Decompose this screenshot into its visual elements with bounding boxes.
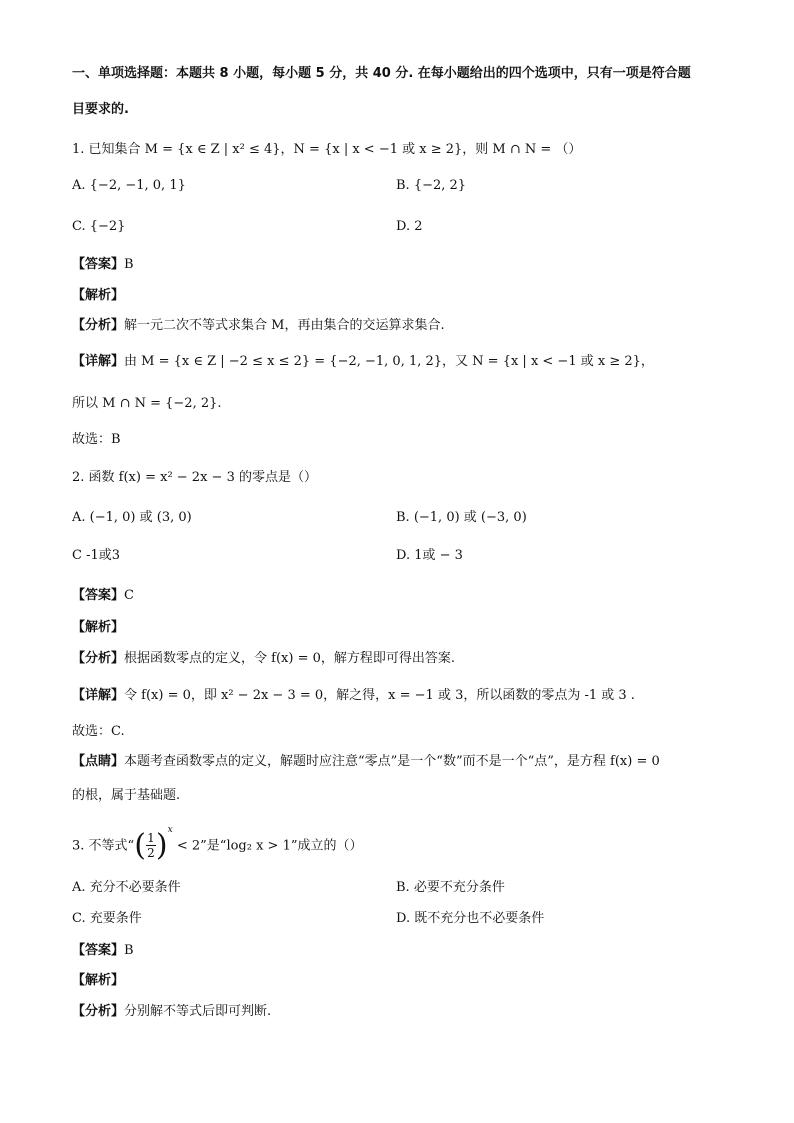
fraction-numerator: 1 bbox=[147, 831, 155, 846]
analysis-tag: 【解析】 bbox=[72, 973, 125, 988]
q3-stem-mid: < 2”是“ bbox=[172, 838, 227, 854]
q2-answer bbox=[72, 586, 134, 606]
q2-dianjing bbox=[72, 752, 660, 772]
answer-tag: 【答案】 bbox=[72, 588, 125, 603]
fenxi-tag: 【分析】 bbox=[72, 318, 125, 333]
fenxi-text: 分别解不等式后即可判断. bbox=[124, 1004, 272, 1019]
dianjing-text: 本题考查函数零点的定义，解题时应注意“零点”是一个“数”而不是一个“点”，是方程 f(x) = 0 bbox=[124, 754, 660, 769]
q1-option-a: A. {−2, −1, 0, 1} bbox=[72, 178, 186, 193]
q2-xiangjie bbox=[72, 686, 635, 706]
q2-dianjing-line2: 的根，属于基础题. bbox=[72, 788, 181, 803]
xiangjie-tag: 【详解】 bbox=[72, 688, 125, 703]
q1-fenxi bbox=[72, 316, 445, 336]
right-paren: ) bbox=[155, 827, 168, 863]
q3-stem-log: log₂ x > 1 bbox=[226, 838, 291, 854]
q2-choice: 故选：C. bbox=[72, 724, 125, 739]
answer-tag: 【答案】 bbox=[72, 257, 125, 272]
q1-stem: 1. 已知集合 M = {x ∈ Z | x² ≤ 4}，N = {x | x < −1 或 x ≥ 2}，则 M ∩ N = （） bbox=[72, 142, 582, 157]
answer-tag: 【答案】 bbox=[72, 943, 125, 958]
fenxi-text: 解一元二次不等式求集合 M，再由集合的交运算求集合. bbox=[124, 318, 445, 333]
q3-option-c: C. 充要条件 bbox=[72, 911, 142, 926]
q2-option-c: C -1或3 bbox=[72, 548, 121, 563]
xiangjie-text: 令 f(x) = 0，即 x² − 2x − 3 = 0，解之得，x = −1 或 3，所以函数的零点为 -1 或 3 . bbox=[124, 688, 635, 703]
q2-analysis-heading bbox=[72, 618, 124, 638]
q2-option-d: D. 1或 − 3 bbox=[396, 548, 463, 563]
q3-stem-post: ”成立的（） bbox=[290, 838, 363, 854]
fenxi-tag: 【分析】 bbox=[72, 651, 125, 666]
fenxi-text: 根据函数零点的定义，令 f(x) = 0，解方程即可得出答案. bbox=[124, 651, 455, 666]
q3-option-a: A. 充分不必要条件 bbox=[72, 880, 181, 895]
q1-option-c: C. {−2} bbox=[72, 219, 126, 234]
q3-option-b: B. 必要不充分条件 bbox=[396, 880, 505, 895]
q1-option-b: B. {−2, 2} bbox=[396, 178, 467, 193]
fraction-denominator: 2 bbox=[147, 846, 155, 861]
q2-option-a: A. (−1, 0) 或 (3, 0) bbox=[72, 510, 192, 525]
section-heading-line2: 目要求的. bbox=[72, 102, 129, 117]
q1-xiangjie bbox=[72, 352, 654, 372]
dianjing-tag: 【点睛】 bbox=[72, 754, 125, 769]
q2-fenxi bbox=[72, 649, 455, 669]
q3-analysis-heading bbox=[72, 971, 124, 991]
answer-value: B bbox=[124, 943, 134, 958]
q2-option-b: B. (−1, 0) 或 (−3, 0) bbox=[396, 510, 527, 525]
q3-stem bbox=[72, 822, 363, 866]
xiangjie-tag: 【详解】 bbox=[72, 354, 125, 369]
analysis-tag: 【解析】 bbox=[72, 288, 125, 303]
analysis-tag: 【解析】 bbox=[72, 620, 125, 635]
answer-value: C bbox=[124, 588, 134, 603]
q1-choice: 故选：B bbox=[72, 432, 121, 447]
fenxi-tag: 【分析】 bbox=[72, 1004, 125, 1019]
q3-option-d: D. 既不充分也不必要条件 bbox=[396, 911, 545, 926]
q1-answer bbox=[72, 255, 134, 275]
section-heading-line1: 一、单项选择题：本题共 8 小题，每小题 5 分，共 40 分. 在每小题给出的四个选项中，只有一项是符合题 bbox=[72, 66, 691, 81]
q3-exponent: x bbox=[167, 825, 173, 835]
q1-xiangjie-line2: 所以 M ∩ N = {−2, 2}. bbox=[72, 396, 222, 411]
q2-stem: 2. 函数 f(x) = x² − 2x − 3 的零点是（） bbox=[72, 470, 317, 485]
answer-value: B bbox=[124, 257, 134, 272]
q3-stem-pre: 3. 不等式“ bbox=[72, 838, 135, 854]
q1-option-d: D. 2 bbox=[396, 219, 423, 234]
q3-fraction bbox=[146, 831, 156, 860]
q3-answer bbox=[72, 941, 134, 961]
left-paren: ( bbox=[134, 827, 146, 863]
q1-analysis-heading bbox=[72, 286, 124, 306]
q3-fenxi bbox=[72, 1002, 271, 1022]
xiangjie-text: 由 M = {x ∈ Z | −2 ≤ x ≤ 2} = {−2, −1, 0, 1, 2}，又 N = {x | x < −1 或 x ≥ 2}， bbox=[124, 354, 654, 369]
